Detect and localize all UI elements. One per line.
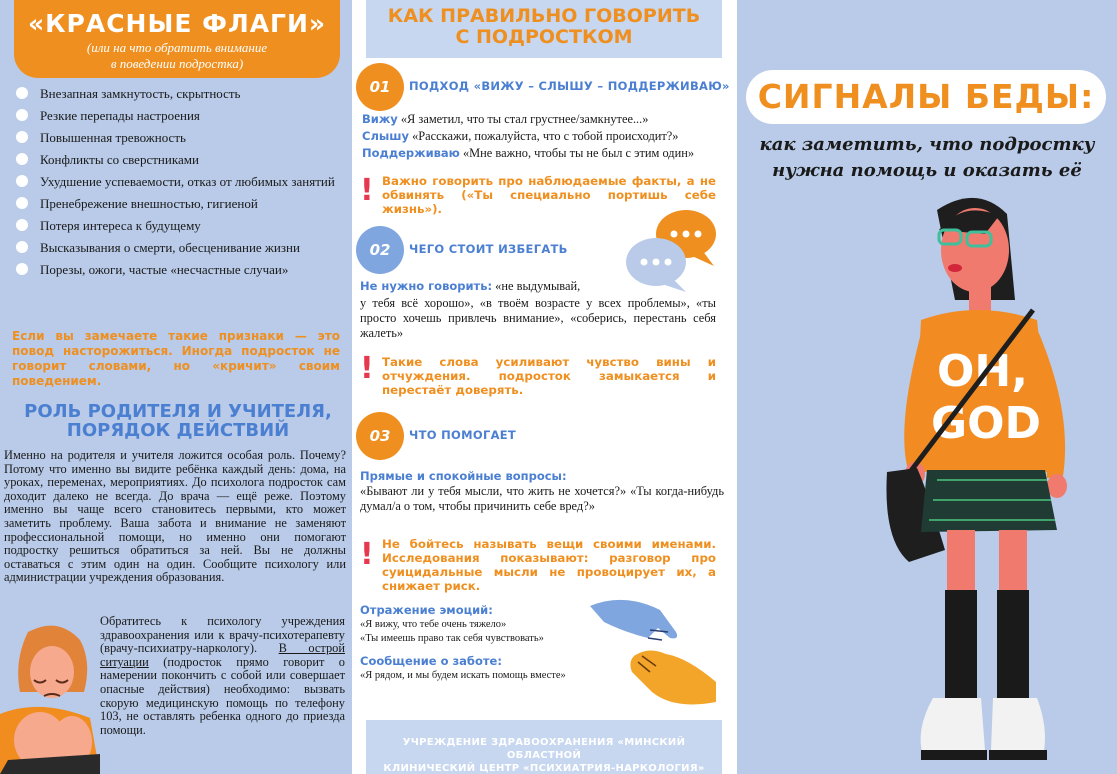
subtitle-line: нужна помощь и оказать её [772,160,1082,181]
exclamation-icon: ! [360,351,374,386]
step-number-badge: 02 [356,226,404,274]
step-number-badge: 01 [356,63,404,111]
role-text-part: (подросток прямо говорит о намерении покончить с собой или совершает опасные действия) необходимо: вызвать скорую медицинскую помощь по телефону 103, не оставлять ребенка одного до приезда помощи. [100,654,345,737]
reflect-label: Отражение эмоций: [360,603,493,617]
title-line: С ПОДРОСТКОМ [455,26,633,48]
role-title-line: ПОРЯДОК ДЕЙСТВИЙ [66,420,290,441]
teen-girl-illustration [867,190,1107,774]
cover-panel [737,0,1117,774]
step-title: ЧТО ПОМОГАЕТ [409,428,517,442]
flag-text: Внезапная замкнутость, скрытность [40,86,241,101]
step2-warning: Такие слова усиливают чувство вины и отчуждения. подросток замыкается и перестаёт доверять. [382,355,716,397]
care-label: Сообщение о заботе: [360,654,502,668]
flag-text: Потеря интереса к будущему [40,218,201,233]
avoid-phrases: у тебя всё хорошо», «в твоём возрасте у всех проблемы», «ты просто хочешь привлечь внимание», «соберись, перестань себя жалеть» [360,296,716,340]
direct-label-line [360,469,567,484]
support-line [362,146,694,161]
support-text: «Мне важно, чтобы ты не был с этим один» [459,146,695,160]
list-item [14,262,344,277]
flag-text: Пренебрежение внешностью, гигиеной [40,196,258,211]
avoid-label: Не нужно говорить: [360,279,493,293]
red-flags-header [14,0,340,78]
role-paragraph-2 [100,615,345,737]
footer-line: КЛИНИЧЕСКИЙ ЦЕНТР «ПСИХИАТРИЯ-НАРКОЛОГИЯ» [383,763,705,774]
red-flags-subtitle-line: (или на что обратить внимание [86,40,268,55]
list-item [14,174,344,189]
hear-line [362,129,679,144]
how-to-talk-header [366,0,722,58]
exclamation-icon: ! [360,173,374,208]
flag-text: Ухудшение успеваемости, отказ от любимых занятий [40,174,335,189]
bullet-icon [16,263,28,275]
see-text: «Я заметил, что ты стал грустнее/замкнутее...» [397,112,649,126]
cover-subtitle [747,132,1107,184]
red-flags-warning: Если вы замечаете такие признаки — это повод насторожиться. Иногда подросток не говорит словами, но «кричит» своим поведением. [12,329,340,388]
list-item [14,108,344,123]
bullet-icon [16,197,28,209]
list-item [14,240,344,255]
step-number-badge: 03 [356,412,404,460]
step-title: ЧЕГО СТОИТ ИЗБЕГАТЬ [409,242,568,256]
flag-text: Высказывания о смерти, обесценивание жизни [40,240,300,255]
hear-label: Слышу [362,129,409,143]
bullet-icon [16,87,28,99]
red-flags-list [14,86,344,284]
list-item [14,152,344,167]
see-line [362,112,648,127]
flag-text: Повышенная тревожность [40,130,186,145]
role-title-line: РОЛЬ РОДИТЕЛЯ И УЧИТЕЛЯ, [24,401,332,422]
direct-label: Прямые и спокойные вопросы: [360,469,567,483]
list-item [14,130,344,145]
reflect-phrase: «Я вижу, что тебе очень тяжело» [360,619,507,630]
list-item [14,196,344,211]
bullet-icon [16,219,28,231]
red-flags-subtitle [14,40,340,72]
avoid-text: «не выдумывай, [492,279,581,293]
flag-text: Порезы, ожоги, частые «несчастные случаи» [40,262,289,277]
role-text-part: Обратитесь к психологу учреждения здравоохранения или к врачу-психотерапевту (врачу-психиатру-наркологу). [100,614,345,656]
bullet-icon [16,175,28,187]
role-paragraph: Именно на родителя и учителя ложится особая роль. Почему? Потому что именно вы видите ребёнка каждый день: дома, на уроках, переменах, мероприятиях. До психолога подросток сам доходит далеко не всегда. До врача — ещё реже. Поэтому именно вы чаще всего становитесь первыми, кто может заметить проблему. Ваша забота и внимание не заменяют профессиональной помощи, но именно они помогают подростку решиться обратиться за ней. Вы не должны оставаться с этим один на один. Сообщите психологу или администрации учреждения образования. [4,448,346,585]
step-title: ПОДХОД «ВИЖУ – СЛЫШУ – ПОДДЕРЖИВАЮ» [409,79,730,93]
cover-title: СИГНАЛЫ БЕДЫ: [746,70,1106,124]
step3-warning: Не бойтесь называть вещи своими именами. Исследования показывают: разговор про суицидальные мысли не провоцирует их, а снижает риск. [382,537,716,593]
list-item [14,86,344,101]
red-flags-subtitle-line: в поведении подростка) [110,56,244,71]
see-label: Вижу [362,112,398,126]
bullet-icon [16,153,28,165]
direct-questions: «Бывают ли у тебя мысли, что жить не хочется?» «Ты когда-нибудь думал/а о том, чтобы причинить себе вред?» [360,484,724,513]
chat-bubbles-icon [622,206,722,294]
step1-warning: Важно говорить про наблюдаемые факты, а не обвинять («Ты специально портишь себе жизнь»). [382,174,716,216]
bullet-icon [16,109,28,121]
list-item [14,218,344,233]
sad-teen-illustration [0,622,100,774]
how-to-talk-panel [352,0,737,774]
footer-line: УЧРЕЖДЕНИЕ ЗДРАВООХРАНЕНИЯ «МИНСКИЙ ОБЛАСТНОЙ [402,737,686,761]
bullet-icon [16,241,28,253]
hear-text: «Расскажи, пожалуйста, что с тобой происходит?» [408,129,679,143]
bullet-icon [16,131,28,143]
support-label: Поддерживаю [362,146,460,160]
flag-text: Резкие перепады настроения [40,108,200,123]
reflect-phrase: «Ты имеешь право так себя чувствовать» [360,633,544,644]
care-phrase: «Я рядом, и мы будем искать помощь вместе» [360,670,566,681]
title-line: КАК ПРАВИЛЬНО ГОВОРИТЬ [387,5,701,27]
role-text-underlined: В острой ситуации [100,641,345,669]
avoid-line [360,279,580,294]
exclamation-icon: ! [360,537,374,572]
shirt-text: OH, [937,346,1028,397]
flag-text: Конфликты со сверстниками [40,152,199,167]
organization-footer [366,720,722,774]
shirt-text: GOD [931,398,1042,449]
care-label-line [360,654,502,669]
subtitle-line: как заметить, что подростку [759,134,1095,155]
how-to-talk-title [366,6,722,48]
role-section-title [8,402,348,440]
reflect-label-line [360,603,493,618]
red-flags-panel [0,0,352,774]
helping-hands-illustration [584,592,724,712]
red-flags-title: «КРАСНЫЕ ФЛАГИ» [27,9,327,38]
